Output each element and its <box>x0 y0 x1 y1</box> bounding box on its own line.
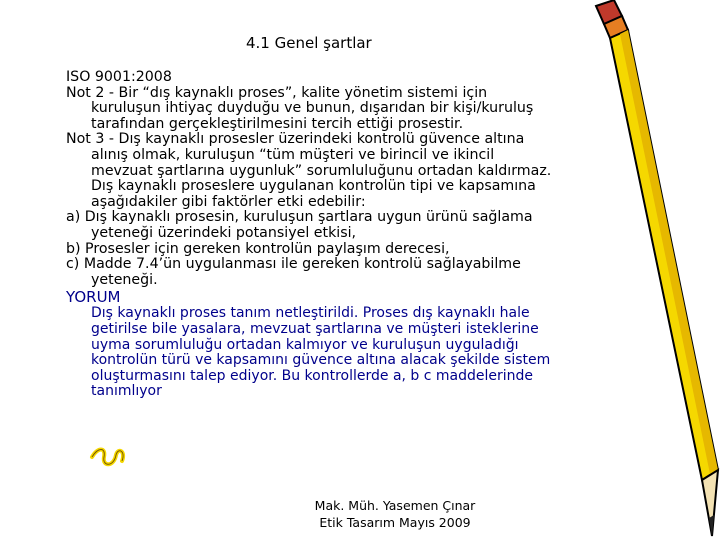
note-3-line: alınış olmak, kuruluşun “tüm müşteri ve birincil ve ikincil <box>91 146 495 163</box>
list-item-c <box>66 257 646 288</box>
slide-body <box>66 70 646 400</box>
note-3-line: mevzuat şartlarına uygunluk” sorumluluğunu ortadan kaldırmaz. <box>91 162 552 179</box>
yorum-line: uyma sorumluluğu ortadan kalmıyor ve kuruluşun uyguladığı <box>91 336 519 353</box>
yorum-line: getirilse bile yasalara, mevzuat şartlarına ve müşteri isteklerine <box>91 320 539 337</box>
scribble-icon <box>84 443 134 473</box>
note-3-line: Dış kaynaklı proseslere uygulanan kontrolün tipi ve kapsamına <box>91 178 536 195</box>
slide-title: 4.1 Genel şartlar <box>246 34 372 52</box>
yorum-line: kontrolün türü ve kapsamını güvence altına alacak şekilde sistem <box>91 352 551 369</box>
yorum-heading: YORUM <box>66 288 121 307</box>
list-item-line: yeteneği. <box>91 271 158 288</box>
footer-course: Etik Tasarım Mayıs 2009 <box>319 515 471 530</box>
pencil-body <box>596 0 718 536</box>
slide-footer <box>305 497 485 531</box>
standard-label: ISO 9001:2008 <box>66 69 172 85</box>
note-2-line: kuruluşun ihtiyaç duyduğu ve bunun, dışarıdan bir kişi/kuruluş <box>91 100 534 117</box>
list-item-a <box>66 210 646 241</box>
note-2-line: tarafından gerçekleştirilmesini tercih ettiği prosestir. <box>91 115 464 132</box>
yorum-paragraph <box>66 306 646 400</box>
list-item-b <box>66 242 646 258</box>
yorum-line: Dış kaynaklı proses tanım netleştirildi. Proses dış kaynaklı hale <box>91 305 530 322</box>
note-3 <box>66 132 646 210</box>
list-item-line: b) Prosesler için gereken kontrolün paylaşım derecesi, <box>66 240 450 257</box>
yorum-line: oluşturmasını talep ediyor. Bu kontrollerde a, b c maddelerinde <box>91 367 534 384</box>
note-3-line: aşağıdakiler gibi faktörler etki edebilir: <box>91 193 366 210</box>
list-item-line: yeteneği üzerindeki potansiyel etkisi, <box>91 224 357 241</box>
note-2-line: Not 2 - Bir “dış kaynaklı proses”, kalite yönetim sistemi için <box>66 84 488 101</box>
note-3-line: Not 3 - Dış kaynaklı prosesler üzerindeki kontrolü güvence altına <box>66 131 525 148</box>
list-item-line: a) Dış kaynaklı prosesin, kuruluşun şartlara uygun ürünü sağlama <box>66 209 533 226</box>
list-item-line: c) Madde 7.4’ün uygulanması ile gereken kontrolü sağlayabilme <box>66 256 521 273</box>
note-2 <box>66 86 646 133</box>
yorum-line: tanımlıyor <box>91 383 162 400</box>
pencil-icon <box>578 0 720 540</box>
footer-author: Mak. Müh. Yasemen Çınar <box>314 498 476 513</box>
